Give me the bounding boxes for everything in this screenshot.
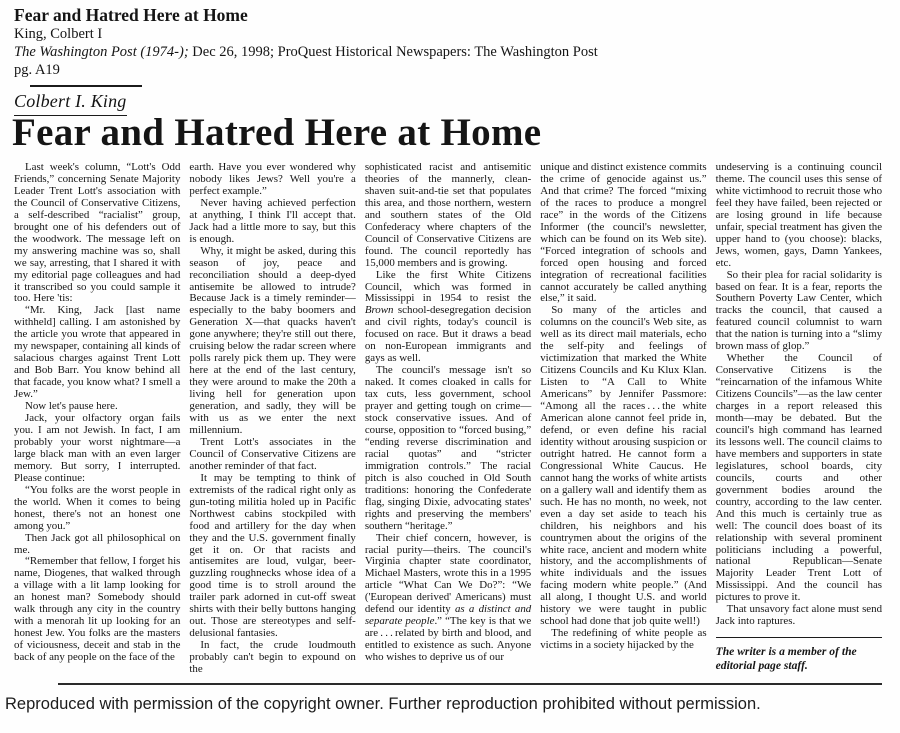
paragraph: Whether the Council of Conservative Citizens is the “reincarnation of the infamous White Citizens Councils”—as the law center charges in a report released this month—may be debated. But the council's high command has learned its lessons well. The council claims to have members and supporters in state legislatures, school boards, city councils, courts and other government bodies around the country, according to the law center. And this much is certainly true as well: The council does boast of its relationship with several prominent politicians including a powerful, national Republican—Senate Majority Leader Trent Lott of Mississippi. And the council has pictures to prove it. (715, 352, 883, 604)
paragraph: earth. Have you ever wondered why nobody likes Jews? Well you're a perfect example.” (189, 161, 356, 197)
paragraph: So many of the articles and columns on the council's Web site, as well as its direct mail materials, echo the self-pity and feelings of victimization that marked the White Citizens Councils and Ku Klux Klan. Listen to “A Call to White Americans” by Jennifer Passmore: “Among all the races . . . the white American alone cannot feel pride in, defend, or even define his racial identity without arousing suspicion or outright hatred. He cannot form a Congressional White Caucus. He cannot hang the works of white artists on a gallery wall and identify them as such. He has no month, no week, not even a day set aside to teach his children, his neighbors and his countrymen about the origins of the white race, ancient and modern white history, and the accomplishments of white individuals and the issues facing modern white people.” (And all along, I thought U.S. and world history we were taught in public school had done that job quite well!) (540, 304, 707, 628)
paragraph: In fact, the crude loudmouth probably can't begin to expound on the (189, 639, 356, 676)
article-byline: Colbert I. King (14, 91, 127, 116)
citation-source (14, 44, 598, 62)
paragraph: So their plea for racial solidarity is based on fear. It is a fear, reports the Southern Poverty Law Center, which tracks the council, that caused a featured council columnist to warn that the nation is turning into a “slimy brown mass of glop.” (715, 268, 883, 353)
paragraph: unique and distinct existence commits the crime of genocide against us.” And that crime? The forced “mixing of the races to produce a mongrel race” in the words of the Citizens Informer (the council's newsletter, which can be found on its Web site). “Forced integration of schools and forced open housing and forced integration of recreational facilities cannot accurately be called anything else,” it said. (540, 161, 707, 305)
paragraph: It may be tempting to think of extremists of the radical right only as gun-toting militia holed up in Pacific Northwest cabins stockpiled with food and artillery for the day when they and the U.S. government finally get it on. Or that racists and antisemites are loud, vulgar, beer-guzzling roughnecks whose idea of a good time is to stroll around the trailer park adorned in cut-off sweat shirts with their belly buttons hanging out. Those are stereotypes and self-delusional fantasies. (189, 471, 356, 640)
paragraph: Like the first White Citizens Council, which was formed in Mississippi in 1954 to resist the Brown school-desegregation decision and civil rights, today's council is focused on race. But it draws a bead on non-European immigrants and gays as well. (364, 268, 532, 365)
paragraph: The council's message isn't so naked. It comes cloaked in calls for tax cuts, less government, school prayer and getting tough on crime—stock conservative issues. And of course, opposition to “forced busing,” “ending reverse discrimination and racial quotas” and “stricter immigration controls.” The racial pitch is also couched in Old South traditions: honoring the Confederate flag, singing Dixie, advocating states' rights and preserving the members' southern “heritage.” (364, 364, 532, 532)
paragraph: “Mr. King, Jack [last name withheld] calling. I am astonished by the article you wrote that appeared in my newspaper, containing all kinds of salacious charges against Trent Lott and Bob Barr. You know behind all that facade, you know what? I smell a Jew.” (14, 304, 181, 401)
article-columns (14, 162, 882, 674)
paragraph: “You folks are the worst people in the world. When it comes to being honest, there's not an honest one among you.” (14, 483, 181, 532)
bottom-divider-rule (58, 683, 882, 685)
article-column (365, 162, 531, 674)
citation-source-details: Dec 26, 1998; ProQuest Historical Newspapers: The Washington Post (188, 44, 598, 61)
article-column (716, 162, 882, 674)
article-column (14, 162, 180, 674)
paragraph: Then Jack got all philosophical on me. (14, 531, 181, 556)
copyright-notice: Reproduced with permission of the copyright owner. Further reproduction prohibited without permission. (5, 695, 761, 713)
article-headline: Fear and Hatred Here at Home (12, 111, 542, 154)
citation-header (14, 5, 598, 79)
citation-page-number: pg. A19 (14, 61, 60, 78)
paragraph: undeserving is a continuing council theme. The council uses this sense of white victimhood to recruit those who feel they have failed, been rejected or are losing ground in life because unfair, special treatment has given the upper hand to (you choose): blacks, Jews, women, gays, Damn Yankees, etc. (715, 161, 883, 269)
article-column (189, 162, 355, 674)
article-column (540, 162, 706, 674)
paragraph: Now let's pause here. (25, 400, 118, 413)
paragraph: Last week's column, “Lott's Odd Friends,” concerning Senate Majority Leader Trent Lott's association with the Council of Conservative Citizens, a self-described “racialist” group, brought one of his defenders out of the woodwork. The message left on my answering machine was so, shall we say, arresting, that I shared it with my editorial page colleagues and had it transcribed so you could sample it too. Here 'tis: (14, 161, 181, 305)
citation-title: Fear and Hatred Here at Home (14, 5, 248, 25)
paragraph: Never having achieved perfection at anything, I think I'll accept that. Jack had a little more to say, but this is enough. (189, 196, 356, 245)
paragraph: Why, it might be asked, during this season of joy, peace and reconciliation should a deep-dyed antisemite be allowed to intrude? Because Jack is a timely reminder—especially to the baby boomers and Generation X—that quacks haven't gone anywhere; they're still out there, cruising below the radar screen where polls rarely pick them up. They were here at the end of the last century, they were around to make the 20th a living hell for generation upon generation, and sadly, they will be with us as we enter the next millennium. (189, 244, 356, 436)
footer-note-rule (716, 637, 882, 638)
paragraph: That unsavory fact alone must send Jack into raptures. (715, 603, 883, 628)
paragraph: The redefining of white people as victims in a society hijacked by the (540, 627, 707, 652)
paragraph: sophisticated racist and antisemitic theories of the mannerly, clean-shaven suit-and-tie set that populates this area, and those northern, western and southern states of the Old Confederacy where chapters of the Council of Conservative Citizens are found. The council reportedly has 15,000 members and is growing. (364, 161, 532, 269)
paragraph: Their chief concern, however, is racial purity—theirs. The council's Virginia chapter state coordinator, Michael Masters, wrote this in a 1995 article “What Can We Do?”: “We ('European derived' Americans) must defend our identity as a distinct and separate people.” “The key is that we are . . . related by birth and blood, and entitled to existence as such. Anyone who wishes to deprive us of our (364, 531, 532, 664)
paragraph: Jack, your olfactory organ fails you. I am not Jewish. In fact, I am probably your worst nightmare—a large black man with an even larger memory. But sorry, I interrupted. Please continue: (14, 412, 181, 484)
paragraph: “Remember that fellow, I forget his name, Diogenes, that walked through a village with a lit lamp looking for an honest man? Somebody should walk through any city in the country with a menorah lit up looking for an honest Jew. You folks are the masters of viciousness, deceit and stab in the back of any people on the face of the (14, 555, 181, 664)
writer-footer-note: The writer is a member of the editorial page staff. (715, 645, 857, 672)
byline-top-rule (30, 85, 142, 87)
paragraph: Trent Lott's associates in the Council of Conservative Citizens are another reminder of that fact. (189, 435, 356, 472)
citation-source-publication: The Washington Post (1974-); (14, 44, 189, 61)
citation-author: King, Colbert I (14, 26, 103, 43)
